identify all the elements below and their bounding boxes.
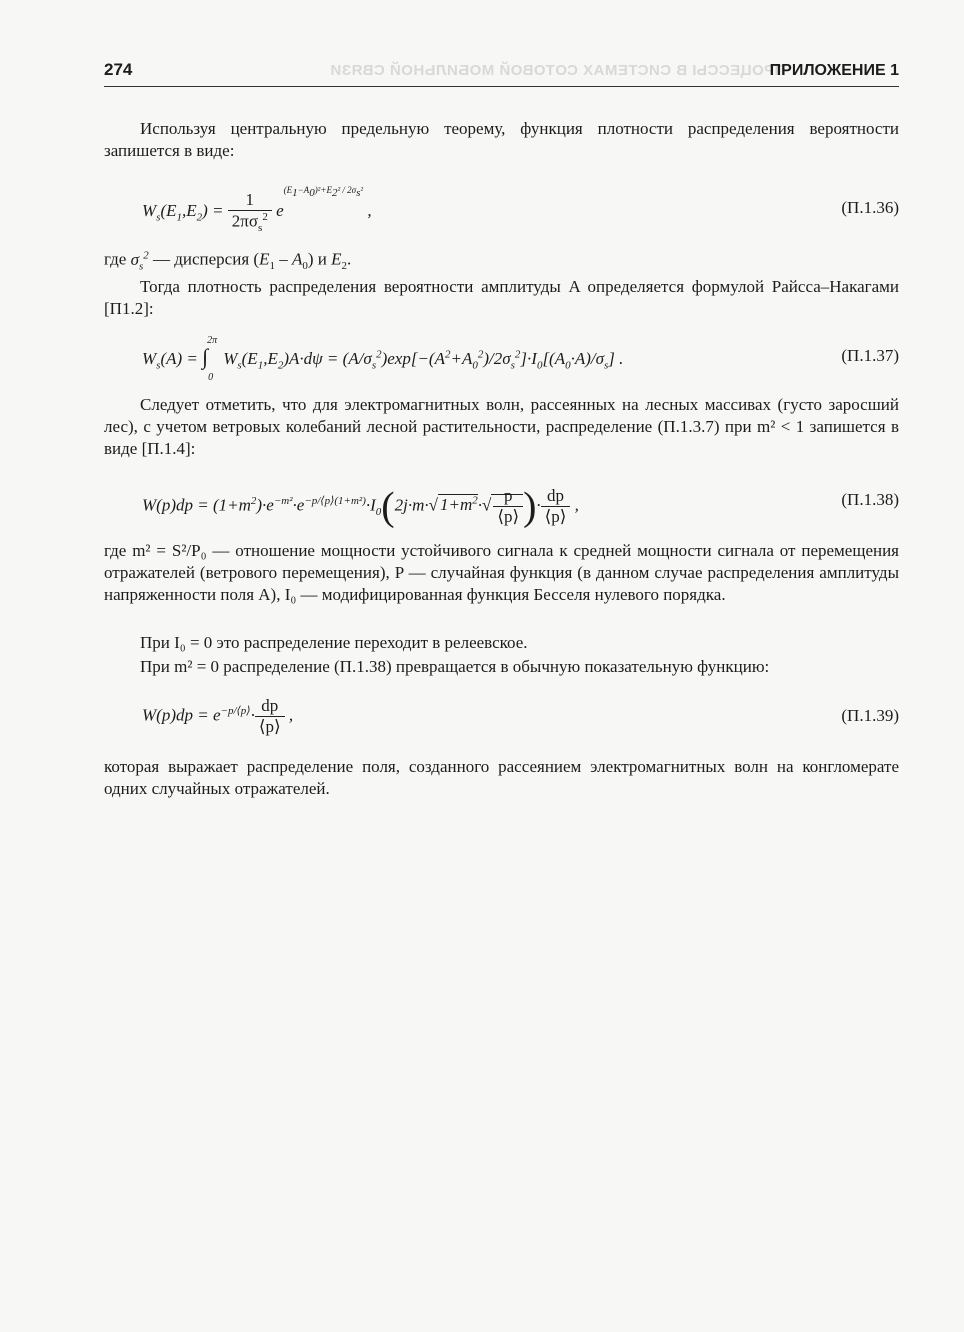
equation-36-label: (П.1.36): [841, 198, 899, 217]
equation-39-label: (П.1.39): [841, 706, 899, 725]
paragraph-4: Следует отметить, что для электромагнитных волн, рассеянных на лесных массивах (густо заросший лес), с учетом ветровых колебаний лесной растительности, распределение (П.1.3.7) при m² < 1 запишется в виде [П.1.4]:: [104, 395, 899, 458]
equation-38-label: (П.1.38): [841, 490, 899, 509]
paragraph-6: При I₀ = 0 это распределение переходит в релеевское.: [140, 633, 528, 652]
equation-38-body: $W(p)dp = (1+m^2)\cdot e^{-m^2}\cdot e^{-p/⟨p⟩(1+m^2)}\cdot I_0(2j\cdot m\cdot√$ $1+m^2\cdot√$ $\frac{p}{⟨p⟩}$ )· $\frac{dp}{⟨p⟩}$ ,: [142, 483, 579, 529]
bleed-through-text: ПРОЦЕССЫ В СИСТЕМАХ СОТОВОЙ МОБИЛЬНОЙ СВЯЗИ: [330, 62, 786, 79]
equation-38: [104, 466, 899, 532]
paragraph-7: При m² = 0 распределение (П.1.38) превращается в обычную показательную функцию:: [140, 657, 770, 676]
page-number: 274: [104, 60, 133, 79]
equation-39-body: $W(p)dp = e^{-p/⟨p⟩}\cdot$ $\frac{dp}{⟨p⟩}$ ,: [142, 696, 294, 736]
equation-39: [104, 684, 899, 740]
paragraph-5: где m² = S²/P₀ — отношение мощности устойчивого сигнала к средней мощности сигнала от перемещения отражателей (ветрового перемещения), P — случайная функция (в данном случае распределения амплитуды напряженности поля A), I₀ — модифицированная функция Бесселя нулевого порядка.: [104, 541, 899, 604]
section-title: ПРИЛОЖЕНИЕ 1: [769, 62, 899, 79]
equation-37: [104, 334, 899, 382]
equation-37-body: $W_s(A) = \int_0^{2\pi}W_s(E_1,E_2)A\cdot d\psi = (A/\sigma_s^2)\exp[-(A^2+A_0^2)/2\sigma_s^2]\cdot I_0[(A_0\cdot A)/\sigma_s]$ .: [142, 335, 624, 384]
paragraph-2: где $\sigma_s^2$ — дисперсия $(E_1 - A_0)$ и $E_2$.: [104, 249, 352, 273]
equation-36: [104, 176, 899, 236]
equation-37-label: (П.1.37): [841, 346, 899, 365]
paragraph-8: которая выражает распределение поля, созданного рассеянием электромагнитных волн на конгломерате одних случайных отражателей.: [104, 757, 899, 798]
paragraph-1: Используя центральную предельную теорему, функция плотности распределения вероятности запишется в виде:: [104, 119, 899, 160]
equation-36-body: $W_s(E_1,E_2)$ = $\frac{1}{2\pi\sigma_s^2}$ $e^{(E_1-A_0)^2+E_2^2 / 2\sigma_s^2}$ ,: [142, 185, 372, 235]
running-header: [104, 58, 899, 84]
paragraph-3: Тогда плотность распределения вероятности амплитуды A определяется формулой Райсса–Накагами [П1.2]:: [104, 277, 899, 318]
header-rule: [104, 86, 899, 87]
